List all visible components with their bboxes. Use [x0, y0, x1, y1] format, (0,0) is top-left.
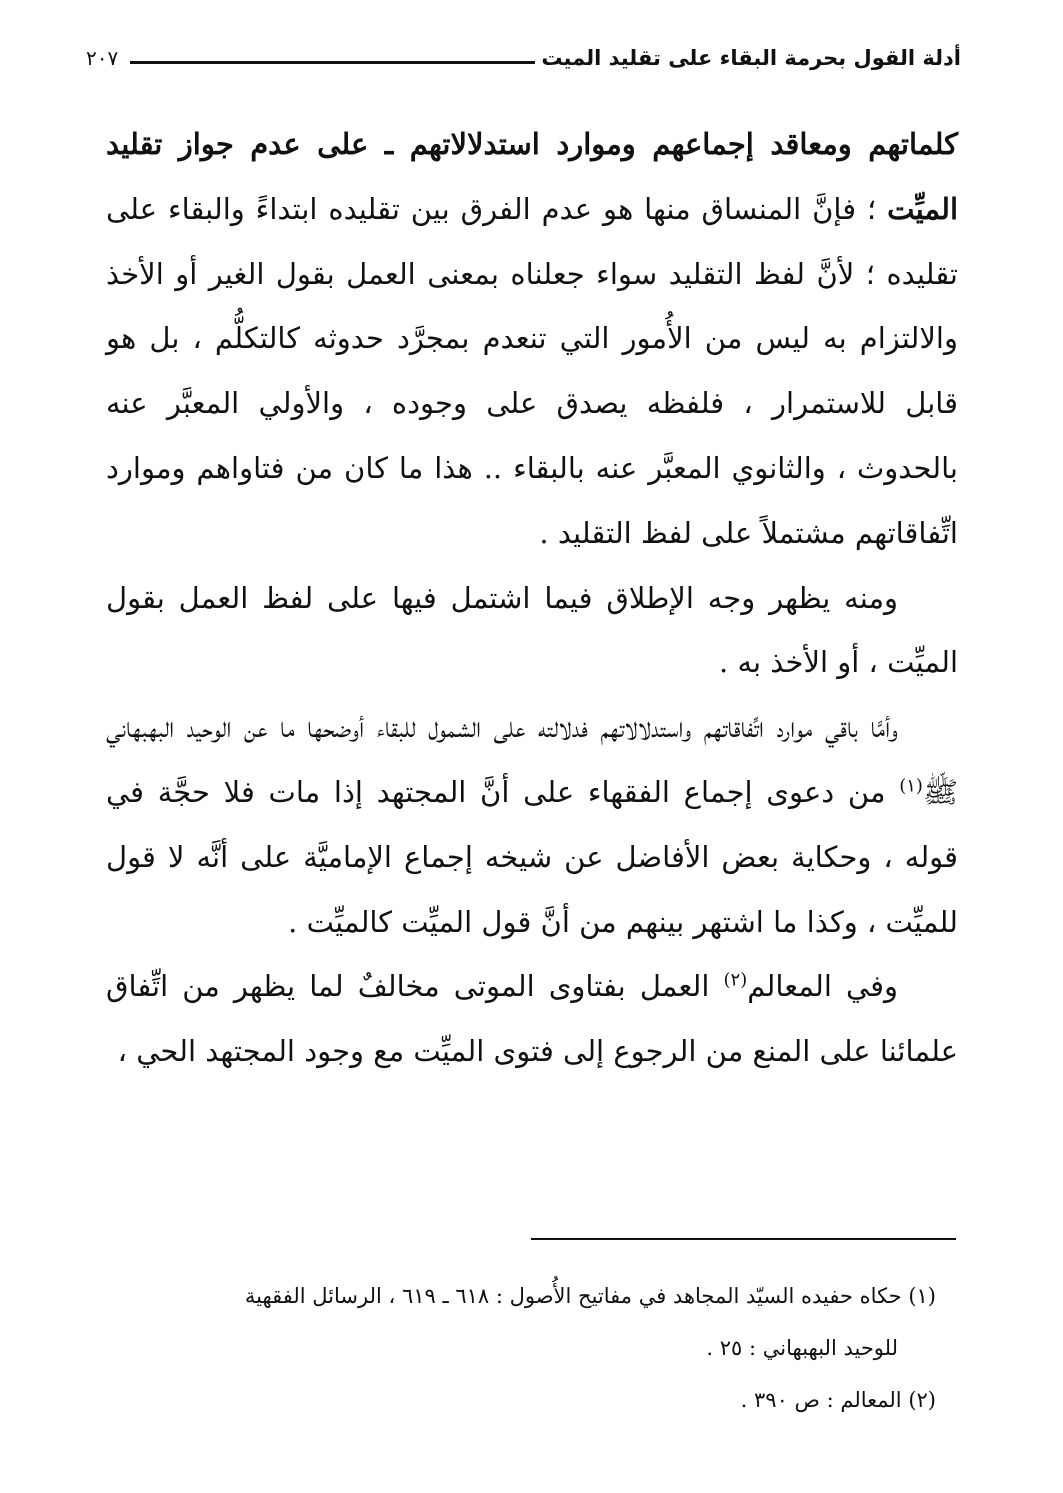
paragraph-1-bold: كلماتهم ومعاقد إجماعهم وموارد استدلالاتهم ـ على عدم جواز تقليد الميِّت	[106, 127, 958, 226]
paragraph-3-b: من دعوى إجماع الفقهاء على أنَّ المجتهد إذا مات فلا حجَّة في قوله ، وحكاية بعض الأفاضل عن شيخه إجماع الإماميَّة على أنَّه لا قول للميِّت ، وكذا ما اشتهر بينهم من أنَّ قول الميِّت كالميِّت .	[106, 774, 958, 939]
footnote-ref-1: (١)	[899, 775, 923, 797]
footnote-1: (١) حكاه حفيده السيّد المجاهد في مفاتيح الأُصول : ٦١٨ ـ ٦١٩ ، الرسائل الفقهية	[244, 1284, 936, 1308]
footnote-separator	[531, 1238, 956, 1240]
header-title: أدلة القول بحرمة البقاء على تقليد الميت	[541, 46, 961, 70]
paragraph-1	[106, 112, 958, 566]
paragraph-4-a: وفي المعالم	[747, 969, 898, 1004]
paragraph-3-a: وأمَّا باقي موارد اتِّفاقاتهم واستدلالاتهم فدلالته على الشمول للبقاء أوضحها ما عن الوحيد البهبهاني ﷺ	[106, 710, 958, 809]
paragraph-3	[106, 695, 958, 954]
running-header	[86, 36, 961, 80]
footnote-2: (٢) المعالم : ص ٣٩٠ .	[740, 1388, 936, 1412]
footnote-1-continuation: للوحيد البهبهاني : ٢٥ .	[706, 1336, 898, 1360]
footnotes	[106, 1270, 936, 1426]
paragraph-1-rest: ؛ فإنَّ المنساق منها هو عدم الفرق بين تقليده ابتداءً والبقاء على تقليده ؛ لأنَّ لفظ التقليد سواء جعلناه بمعنى العمل بقول الغير أو الأخذ والالتزام به ليس من الأُمور التي تنعدم بمجرَّد حدوثه كالتكلُّم ، بل هو قابل للاستمرار ، فلفظه يصدق على وجوده ، والأولي المعبَّر عنه بالحدوث ، والثانوي المعبَّر عنه بالبقاء .. هذا ما كان من فتاواهم وموارد اتِّفاقاتهم مشتملاً على لفظ التقليد .	[106, 191, 958, 550]
page-number: ٢٠٧	[86, 46, 119, 70]
footnote-ref-2: (٢)	[723, 969, 748, 991]
paragraph-4	[106, 954, 958, 1084]
header-rule	[130, 61, 535, 64]
paragraph-2: ومنه يظهر وجه الإطلاق فيما اشتمل فيها على لفظ العمل بقول الميِّت ، أو الأخذ به .	[106, 580, 958, 680]
body-text	[106, 112, 958, 1084]
paragraph-4-b: العمل بفتاوى الموتى مخالفٌ لما يظهر من اتِّفاق علمائنا على المنع من الرجوع إلى فتوى الميِّت مع وجود المجتهد الحي ،	[106, 969, 958, 1069]
